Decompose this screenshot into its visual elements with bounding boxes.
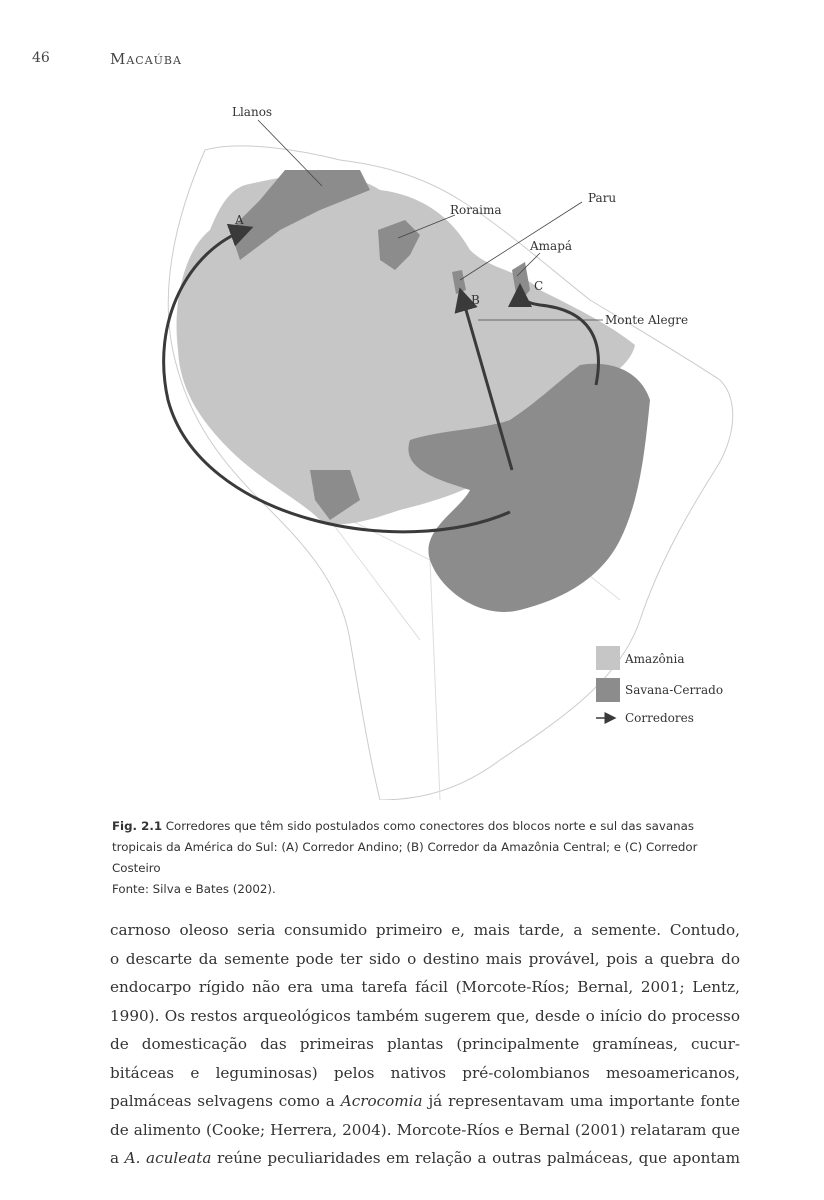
text-line: carnoso oleoso seria consumido primeiro e, mais tarde, a semente. Contudo, [110, 921, 740, 939]
label-llanos: Llanos [232, 105, 273, 119]
text-line [110, 1087, 740, 1116]
legend-label: Amazônia [625, 652, 685, 666]
text-line [110, 1144, 740, 1173]
page-number: 46 [32, 50, 50, 66]
text-line: de alimento (Cooke; Herrera, 2004). Morcote-Ríos e Bernal (2001) relataram que [110, 1120, 740, 1139]
text-segment: a [110, 1149, 125, 1167]
label-a: A [235, 213, 244, 227]
figure-caption [112, 816, 732, 900]
text-line: endocarpo rígido não era uma tarefa fácil (Morcote-Ríos; Bernal, 2001; Lentz, [110, 978, 740, 996]
label-b: B [471, 293, 480, 307]
body-text [110, 916, 740, 1173]
label-c: C [534, 279, 544, 293]
text-line: bitáceas e leguminosas) pelos nativos pré-colombianos mesoamericanos, [110, 1063, 740, 1082]
figure-number: Fig. 2.1 [112, 819, 163, 833]
text-line: 1990). Os restos arqueológicos também sugerem que, desde o início do processo [110, 1006, 740, 1025]
label-roraima: Roraima [450, 203, 502, 217]
text-line: o descarte da semente pode ter sido o destino mais provável, pois a quebra do [110, 949, 740, 968]
legend-swatch-amazonia [596, 646, 620, 670]
italic-term: Acrocomia [340, 1092, 423, 1110]
italic-term: A. aculeata [124, 1149, 212, 1167]
text-segment: já representavam uma importante fonte [422, 1092, 740, 1110]
legend-label: Savana-Cerrado [625, 683, 724, 697]
text-segment: palmáceas selvagens como a [110, 1092, 341, 1110]
label-paru: Paru [588, 191, 617, 205]
savanna-corridors-map [0, 90, 824, 800]
legend [596, 646, 723, 725]
text-line: de domesticação das primeiras plantas (principalmente gramíneas, cucur- [110, 1035, 740, 1053]
text-segment: reúne peculiaridades em relação a outras palmáceas, que apontam [211, 1149, 741, 1167]
label-monte-alegre: Monte Alegre [605, 313, 689, 327]
legend-swatch-savanna [596, 678, 620, 702]
running-title: Macaúba [110, 50, 182, 68]
caption-text: Corredores que têm sido postulados como conectores dos blocos norte e sul das savanas tropicais da América do Sul: (A) Corredor Andino; (B) Corredor da Amazônia Central; e (C) Corredor Costeiro [112, 819, 698, 875]
legend-label: Corredores [625, 711, 694, 725]
label-amapa: Amapá [530, 239, 573, 253]
caption-source: Fonte: Silva e Bates (2002). [112, 882, 276, 896]
